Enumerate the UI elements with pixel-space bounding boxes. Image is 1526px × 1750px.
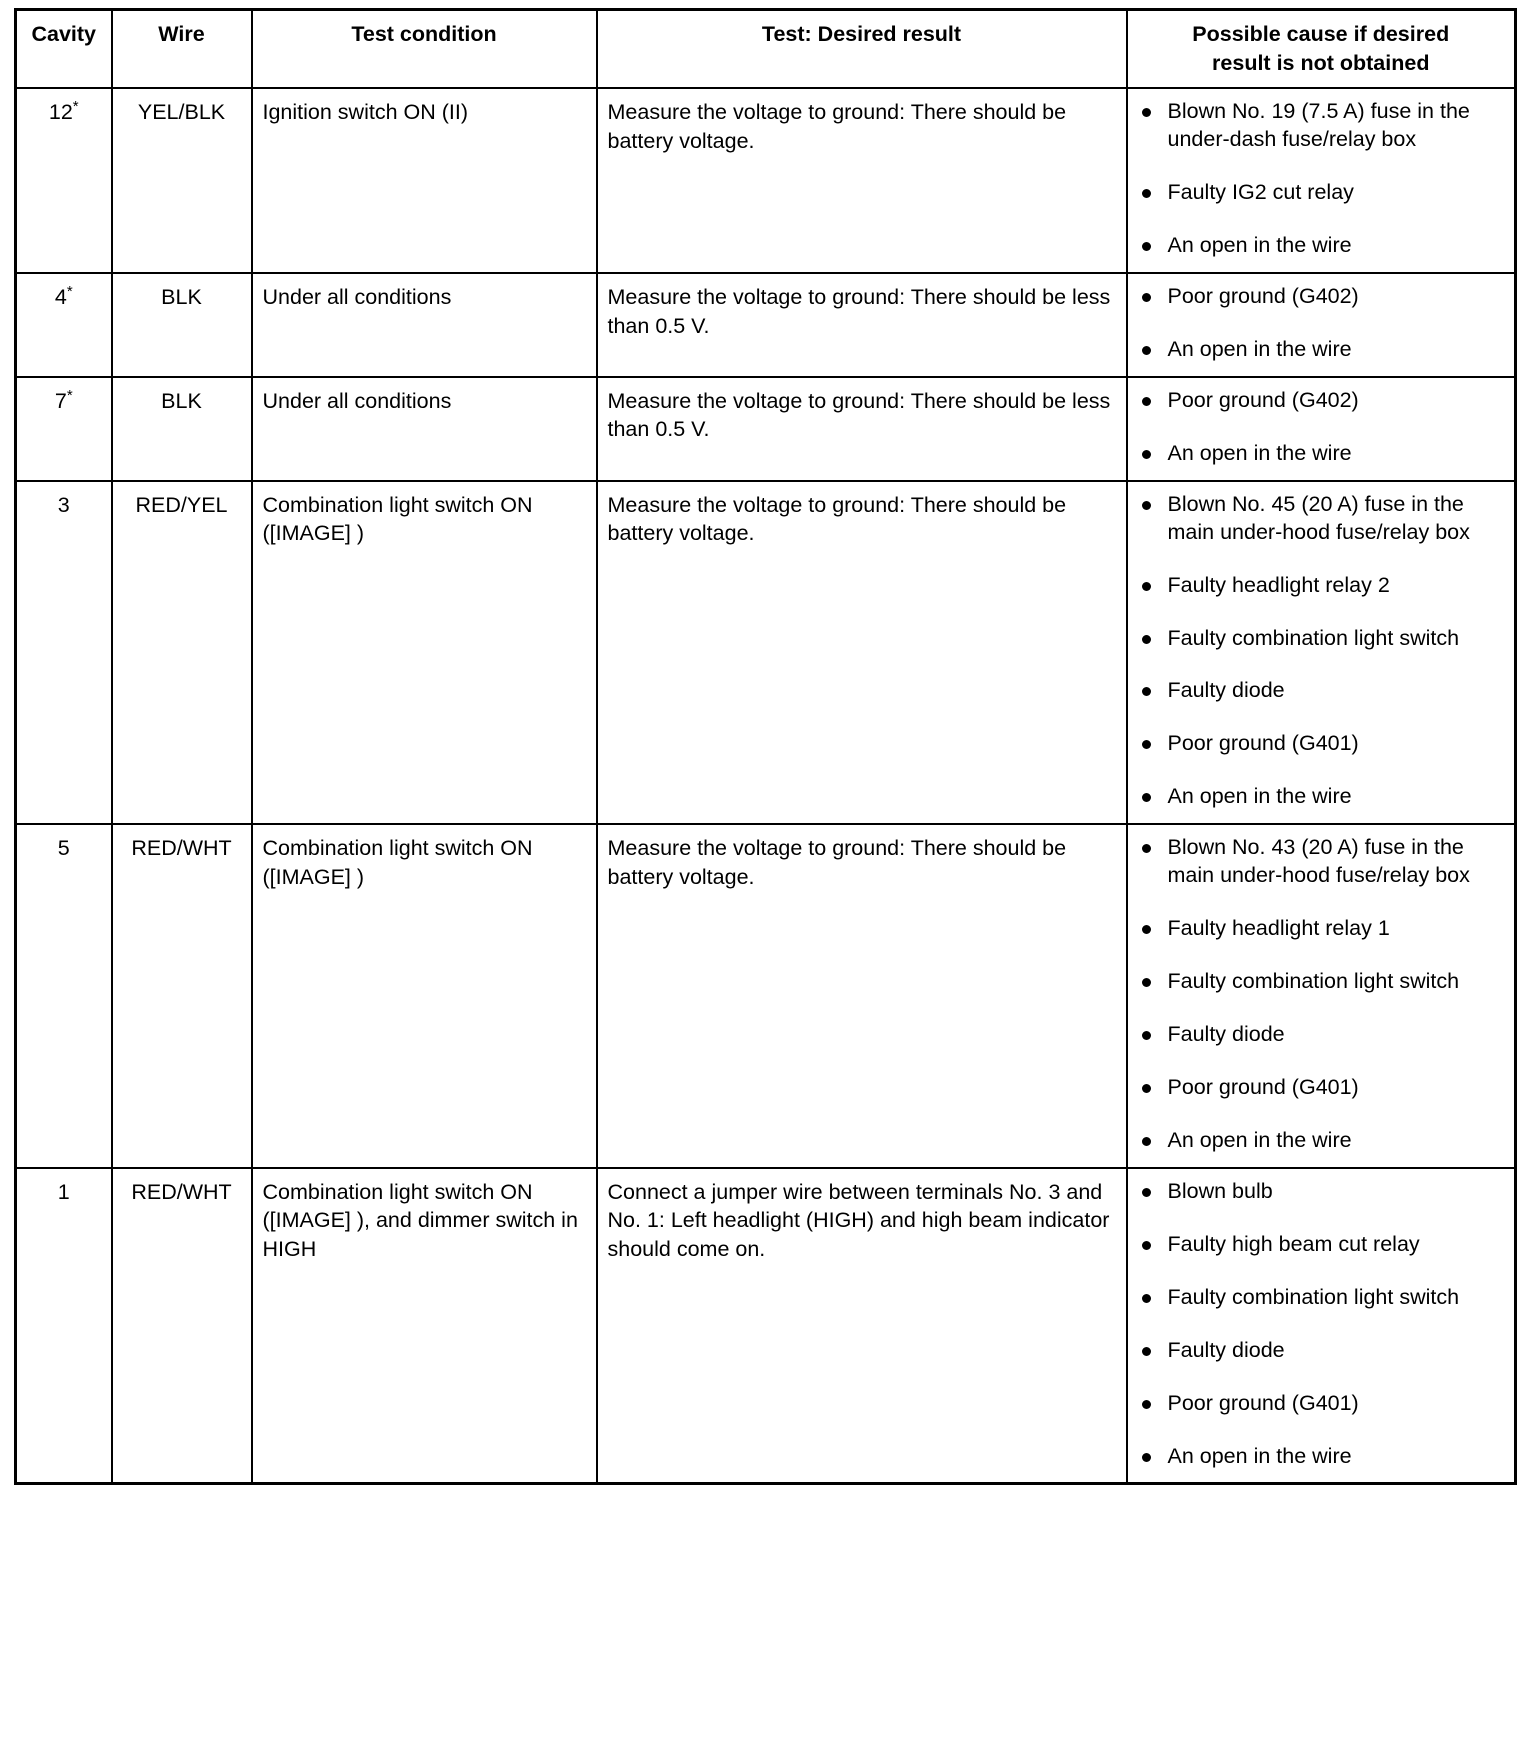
test-condition-text: Under all conditions xyxy=(262,388,452,413)
list-item: Faulty high beam cut relay xyxy=(1138,1231,1505,1259)
column-header-possible-cause: Possible cause if desired result is not obtained xyxy=(1127,10,1516,89)
test-condition-text: Under all conditions xyxy=(262,284,452,309)
cell-possible-cause xyxy=(1127,824,1516,1168)
wire-value: RED/YEL xyxy=(135,492,228,517)
list-item: Blown No. 43 (20 A) fuse in the main under-hood fuse/relay box xyxy=(1138,834,1505,890)
cell-cavity xyxy=(16,481,112,825)
cell-possible-cause xyxy=(1127,377,1516,481)
test-desired-result-text: Measure the voltage to ground: There should be battery voltage. xyxy=(607,836,1073,889)
list-item: Blown No. 19 (7.5 A) fuse in the under-dash fuse/relay box xyxy=(1138,98,1505,154)
wire-value: BLK xyxy=(161,388,202,413)
cell-cavity xyxy=(16,377,112,481)
list-item: Faulty headlight relay 2 xyxy=(1138,572,1505,600)
list-item: Faulty diode xyxy=(1138,1337,1505,1365)
test-desired-result-text: Connect a jumper wire between terminals No. 3 and No. 1: Left headlight (HIGH) and high beam indicator should come on. xyxy=(607,1179,1116,1261)
cell-wire xyxy=(112,481,252,825)
column-header-cavity: Cavity xyxy=(16,10,112,89)
possible-cause-list xyxy=(1138,1178,1505,1471)
cell-test-condition xyxy=(252,377,597,481)
cell-test-desired-result xyxy=(597,88,1127,273)
cell-possible-cause xyxy=(1127,481,1516,825)
list-item: An open in the wire xyxy=(1138,336,1505,364)
list-item: Blown bulb xyxy=(1138,1178,1505,1206)
list-item: Faulty combination light switch xyxy=(1138,1284,1505,1312)
list-item: Poor ground (G402) xyxy=(1138,283,1505,311)
cell-wire xyxy=(112,273,252,377)
cell-possible-cause xyxy=(1127,88,1516,273)
wire-value: RED/WHT xyxy=(131,1179,232,1204)
possible-cause-list xyxy=(1138,491,1505,812)
possible-cause-list xyxy=(1138,283,1505,364)
table-row xyxy=(16,1168,1516,1484)
cell-wire xyxy=(112,88,252,273)
cell-test-desired-result xyxy=(597,273,1127,377)
list-item: An open in the wire xyxy=(1138,1443,1505,1471)
cavity-footnote-marker: * xyxy=(66,386,73,404)
test-desired-result-text: Measure the voltage to ground: There should be battery voltage. xyxy=(607,100,1073,153)
column-header-wire: Wire xyxy=(112,10,252,89)
table-body xyxy=(16,88,1516,1484)
possible-cause-list xyxy=(1138,98,1505,260)
cell-cavity xyxy=(16,273,112,377)
table-row xyxy=(16,273,1516,377)
table-row xyxy=(16,377,1516,481)
list-item: Faulty IG2 cut relay xyxy=(1138,179,1505,207)
table-header xyxy=(16,10,1516,89)
diagnostic-table xyxy=(14,8,1517,1485)
table-row xyxy=(16,481,1516,825)
cell-test-desired-result xyxy=(597,1168,1127,1484)
list-item: Blown No. 45 (20 A) fuse in the main under-hood fuse/relay box xyxy=(1138,491,1505,547)
test-condition-text: Combination light switch ON ([IMAGE] ) xyxy=(262,836,539,889)
cell-test-desired-result xyxy=(597,377,1127,481)
test-desired-result-text: Measure the voltage to ground: There should be less than 0.5 V. xyxy=(607,388,1117,442)
cell-wire xyxy=(112,824,252,1168)
cell-possible-cause xyxy=(1127,1168,1516,1484)
cavity-footnote-marker: * xyxy=(66,282,73,300)
test-condition-text: Combination light switch ON ([IMAGE] ), and dimmer switch in HIGH xyxy=(262,1179,584,1261)
wire-value: BLK xyxy=(161,284,202,309)
cavity-value: 3 xyxy=(57,492,70,517)
cell-test-condition xyxy=(252,481,597,825)
list-item: An open in the wire xyxy=(1138,783,1505,811)
list-item: Faulty combination light switch xyxy=(1138,625,1505,653)
list-item: Faulty headlight relay 1 xyxy=(1138,915,1505,943)
list-item: Poor ground (G401) xyxy=(1138,730,1505,758)
possible-cause-list xyxy=(1138,834,1505,1155)
table-row xyxy=(16,88,1516,273)
table-header-row xyxy=(16,10,1516,89)
cavity-value: 7 xyxy=(54,388,67,413)
cell-test-condition xyxy=(252,273,597,377)
cell-cavity xyxy=(16,1168,112,1484)
test-condition-text: Combination light switch ON ([IMAGE] ) xyxy=(262,492,539,546)
test-desired-result-text: Measure the voltage to ground: There should be battery voltage. xyxy=(607,492,1073,546)
possible-cause-list xyxy=(1138,387,1505,468)
test-desired-result-text: Measure the voltage to ground: There should be less than 0.5 V. xyxy=(607,284,1117,338)
test-condition-text: Ignition switch ON (II) xyxy=(262,100,468,125)
list-item: Faulty diode xyxy=(1138,1021,1505,1049)
cell-wire xyxy=(112,377,252,481)
cell-possible-cause xyxy=(1127,273,1516,377)
cell-test-condition xyxy=(252,88,597,273)
list-item: An open in the wire xyxy=(1138,232,1505,260)
cavity-value: 1 xyxy=(57,1179,70,1204)
list-item: An open in the wire xyxy=(1138,1127,1505,1155)
list-item: Faulty diode xyxy=(1138,677,1505,705)
list-item: Poor ground (G401) xyxy=(1138,1074,1505,1102)
column-header-test-desired-result: Test: Desired result xyxy=(597,10,1127,89)
table-row xyxy=(16,824,1516,1168)
cavity-value: 4 xyxy=(54,284,67,309)
cell-test-condition xyxy=(252,824,597,1168)
cell-cavity xyxy=(16,88,112,273)
list-item: Faulty combination light switch xyxy=(1138,968,1505,996)
cavity-value: 5 xyxy=(57,836,70,861)
cell-cavity xyxy=(16,824,112,1168)
wire-value: YEL/BLK xyxy=(137,100,226,125)
list-item: Poor ground (G401) xyxy=(1138,1390,1505,1418)
cell-wire xyxy=(112,1168,252,1484)
cell-test-condition xyxy=(252,1168,597,1484)
cavity-value: 12 xyxy=(48,100,73,125)
wire-value: RED/WHT xyxy=(131,836,232,861)
cell-test-desired-result xyxy=(597,481,1127,825)
cell-test-desired-result xyxy=(597,824,1127,1168)
list-item: An open in the wire xyxy=(1138,440,1505,468)
list-item: Poor ground (G402) xyxy=(1138,387,1505,415)
column-header-test-condition: Test condition xyxy=(252,10,597,89)
cavity-footnote-marker: * xyxy=(72,98,79,116)
